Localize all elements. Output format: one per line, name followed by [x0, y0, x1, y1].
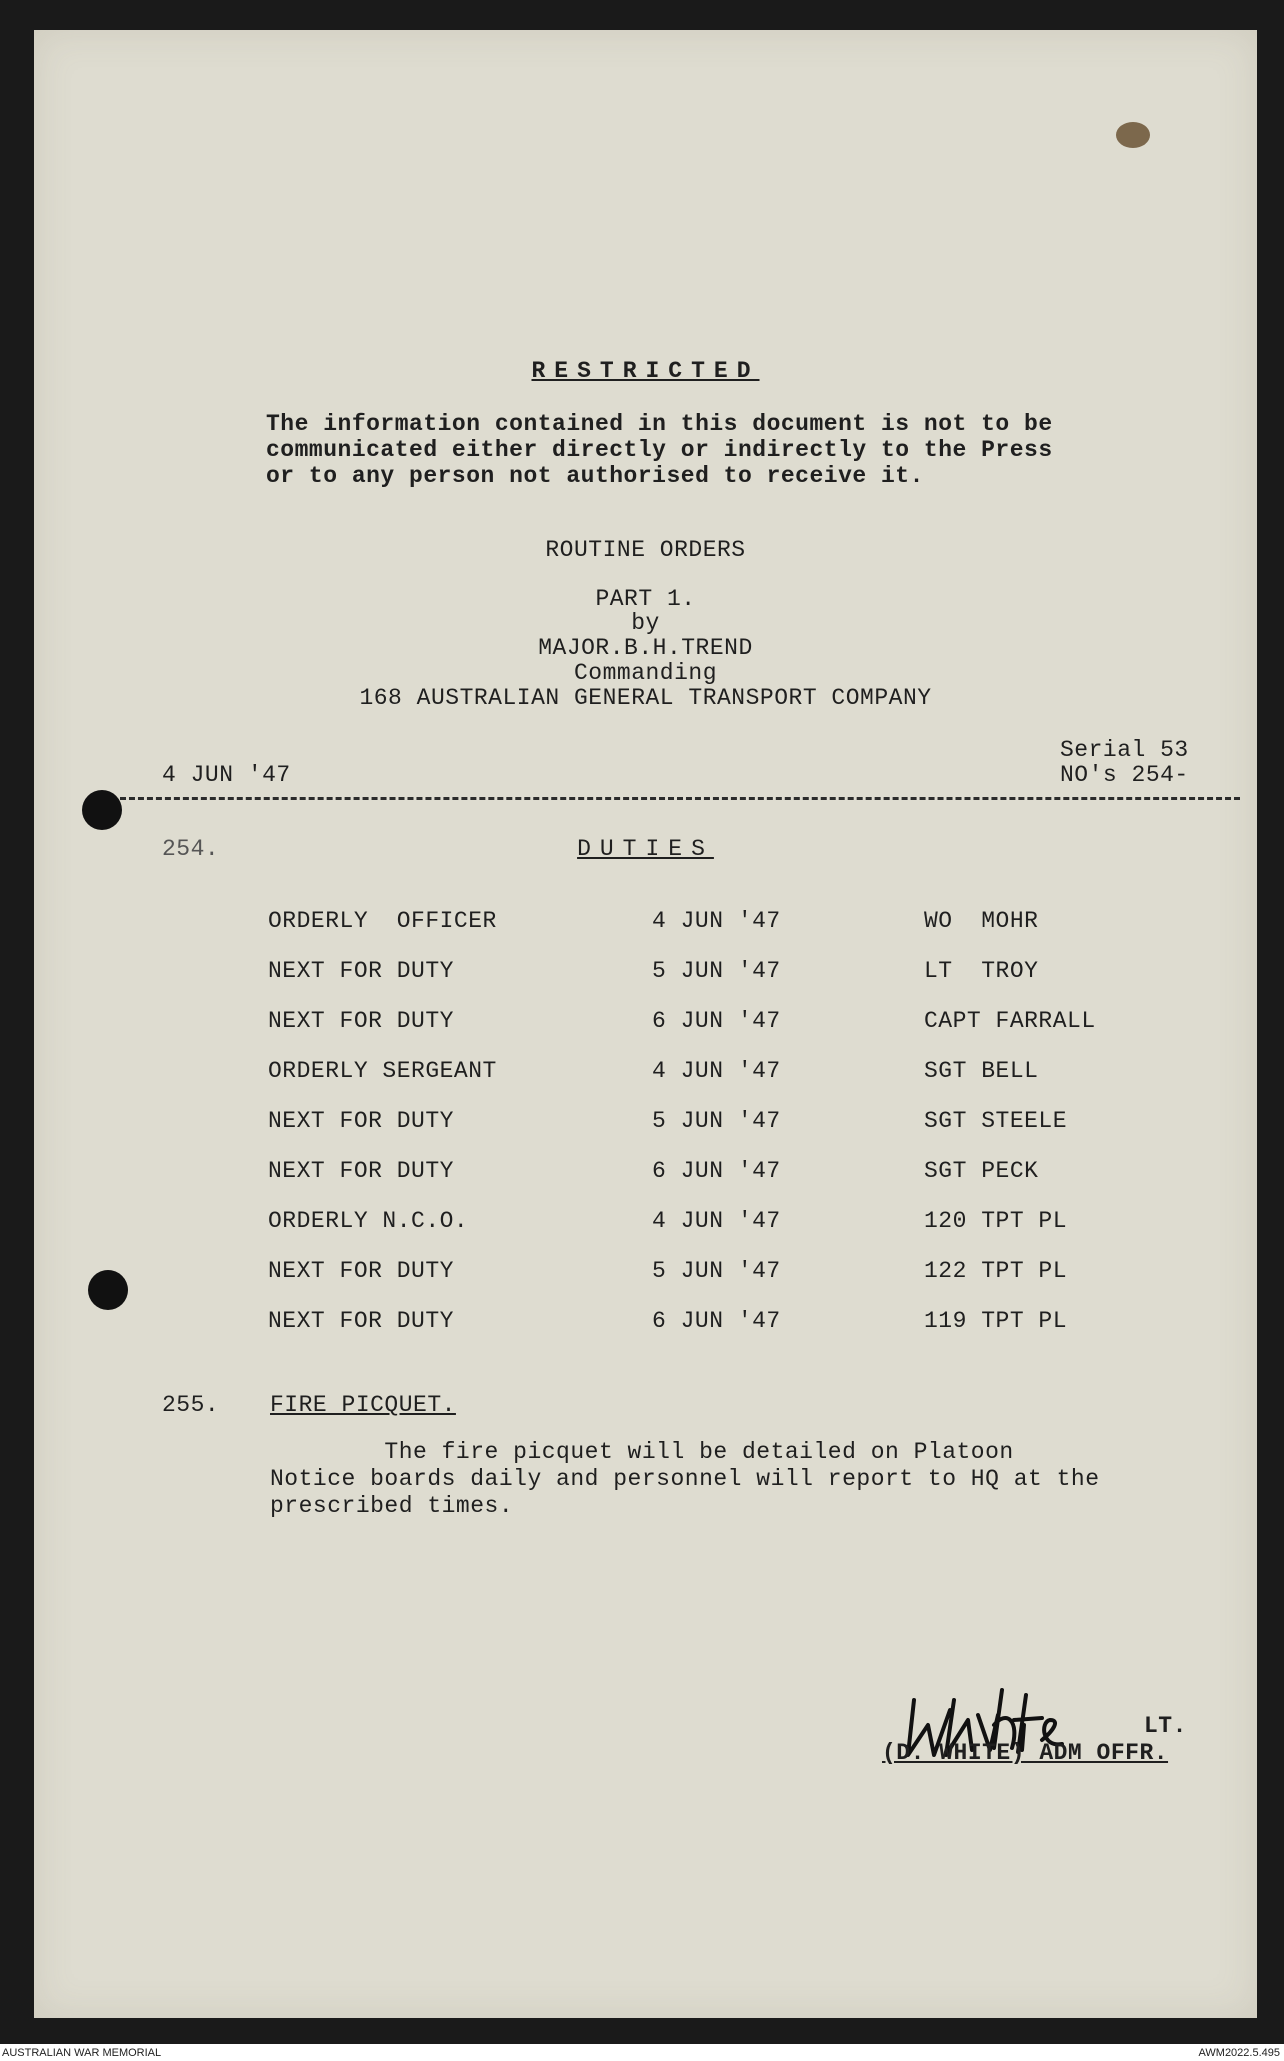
- date-cell: 4 JUN '47: [652, 1058, 781, 1084]
- duty-cell: ORDERLY OFFICER: [268, 908, 497, 934]
- restricted-heading: RESTRICTED: [531, 358, 760, 384]
- person-cell: SGT STEELE: [924, 1108, 1068, 1134]
- order-date: 4 JUN '47: [162, 762, 291, 788]
- separator-line: [120, 797, 1240, 800]
- date-cell: 5 JUN '47: [652, 1258, 781, 1284]
- duty-cell: ORDERLY N.C.O.: [268, 1208, 469, 1234]
- footer-left: AUSTRALIAN WAR MEMORIAL: [2, 2047, 162, 2059]
- date-cell: 6 JUN '47: [652, 1158, 781, 1184]
- duty-cell: ORDERLY SERGEANT: [268, 1058, 497, 1084]
- part-label: PART 1.: [595, 586, 696, 612]
- signatory-name: (D. WHITE) ADM OFFR.: [882, 1740, 1169, 1766]
- person-cell: 119 TPT PL: [924, 1308, 1068, 1334]
- signatory-rank: LT.: [1144, 1713, 1187, 1739]
- section-255-number: 255.: [162, 1392, 220, 1418]
- notice-line-3: or to any person not authorised to receive it.: [266, 463, 924, 489]
- punch-hole-bottom: [88, 1270, 128, 1310]
- routine-orders-title: ROUTINE ORDERS: [545, 537, 746, 563]
- commanding-label: Commanding: [573, 660, 718, 686]
- person-cell: SGT BELL: [924, 1058, 1039, 1084]
- serial-number: Serial 53: [1060, 737, 1189, 763]
- by-label: by: [631, 610, 660, 636]
- notice-line-2: communicated either directly or indirectly to the Press: [266, 437, 1053, 463]
- unit-name: 168 AUSTRALIAN GENERAL TRANSPORT COMPANY: [359, 685, 932, 711]
- document-page: [34, 30, 1257, 2018]
- order-numbers: NO's 254-: [1060, 762, 1189, 788]
- duty-cell: NEXT FOR DUTY: [268, 1258, 454, 1284]
- person-cell: SGT PECK: [924, 1158, 1039, 1184]
- duty-cell: NEXT FOR DUTY: [268, 1308, 454, 1334]
- section-254-number: 254.: [162, 836, 220, 862]
- notice-line-1: The information contained in this document is not to be: [266, 411, 1053, 437]
- date-cell: 6 JUN '47: [652, 1308, 781, 1334]
- date-cell: 6 JUN '47: [652, 1008, 781, 1034]
- fire-picquet-line-2: Notice boards daily and personnel will report to HQ at the: [270, 1466, 1100, 1492]
- punch-hole-top: [82, 790, 122, 830]
- date-cell: 5 JUN '47: [652, 1108, 781, 1134]
- person-cell: 122 TPT PL: [924, 1258, 1068, 1284]
- duty-cell: NEXT FOR DUTY: [268, 1008, 454, 1034]
- person-cell: LT TROY: [924, 958, 1039, 984]
- person-cell: 120 TPT PL: [924, 1208, 1068, 1234]
- date-cell: 4 JUN '47: [652, 1208, 781, 1234]
- date-cell: 5 JUN '47: [652, 958, 781, 984]
- duty-cell: NEXT FOR DUTY: [268, 958, 454, 984]
- commanding-officer: MAJOR.B.H.TREND: [538, 635, 753, 661]
- duties-heading: DUTIES: [577, 836, 714, 862]
- duty-cell: NEXT FOR DUTY: [268, 1158, 454, 1184]
- fire-picquet-line-3: prescribed times.: [270, 1493, 514, 1519]
- person-cell: WO MOHR: [924, 908, 1039, 934]
- fire-picquet-heading: FIRE PICQUET.: [270, 1392, 456, 1418]
- rust-stain: [1116, 122, 1150, 148]
- date-cell: 4 JUN '47: [652, 908, 781, 934]
- fire-picquet-line-1: The fire picquet will be detailed on Platoon: [270, 1439, 1014, 1465]
- person-cell: CAPT FARRALL: [924, 1008, 1096, 1034]
- duty-cell: NEXT FOR DUTY: [268, 1108, 454, 1134]
- footer-right: AWM2022.5.495: [1198, 2047, 1280, 2059]
